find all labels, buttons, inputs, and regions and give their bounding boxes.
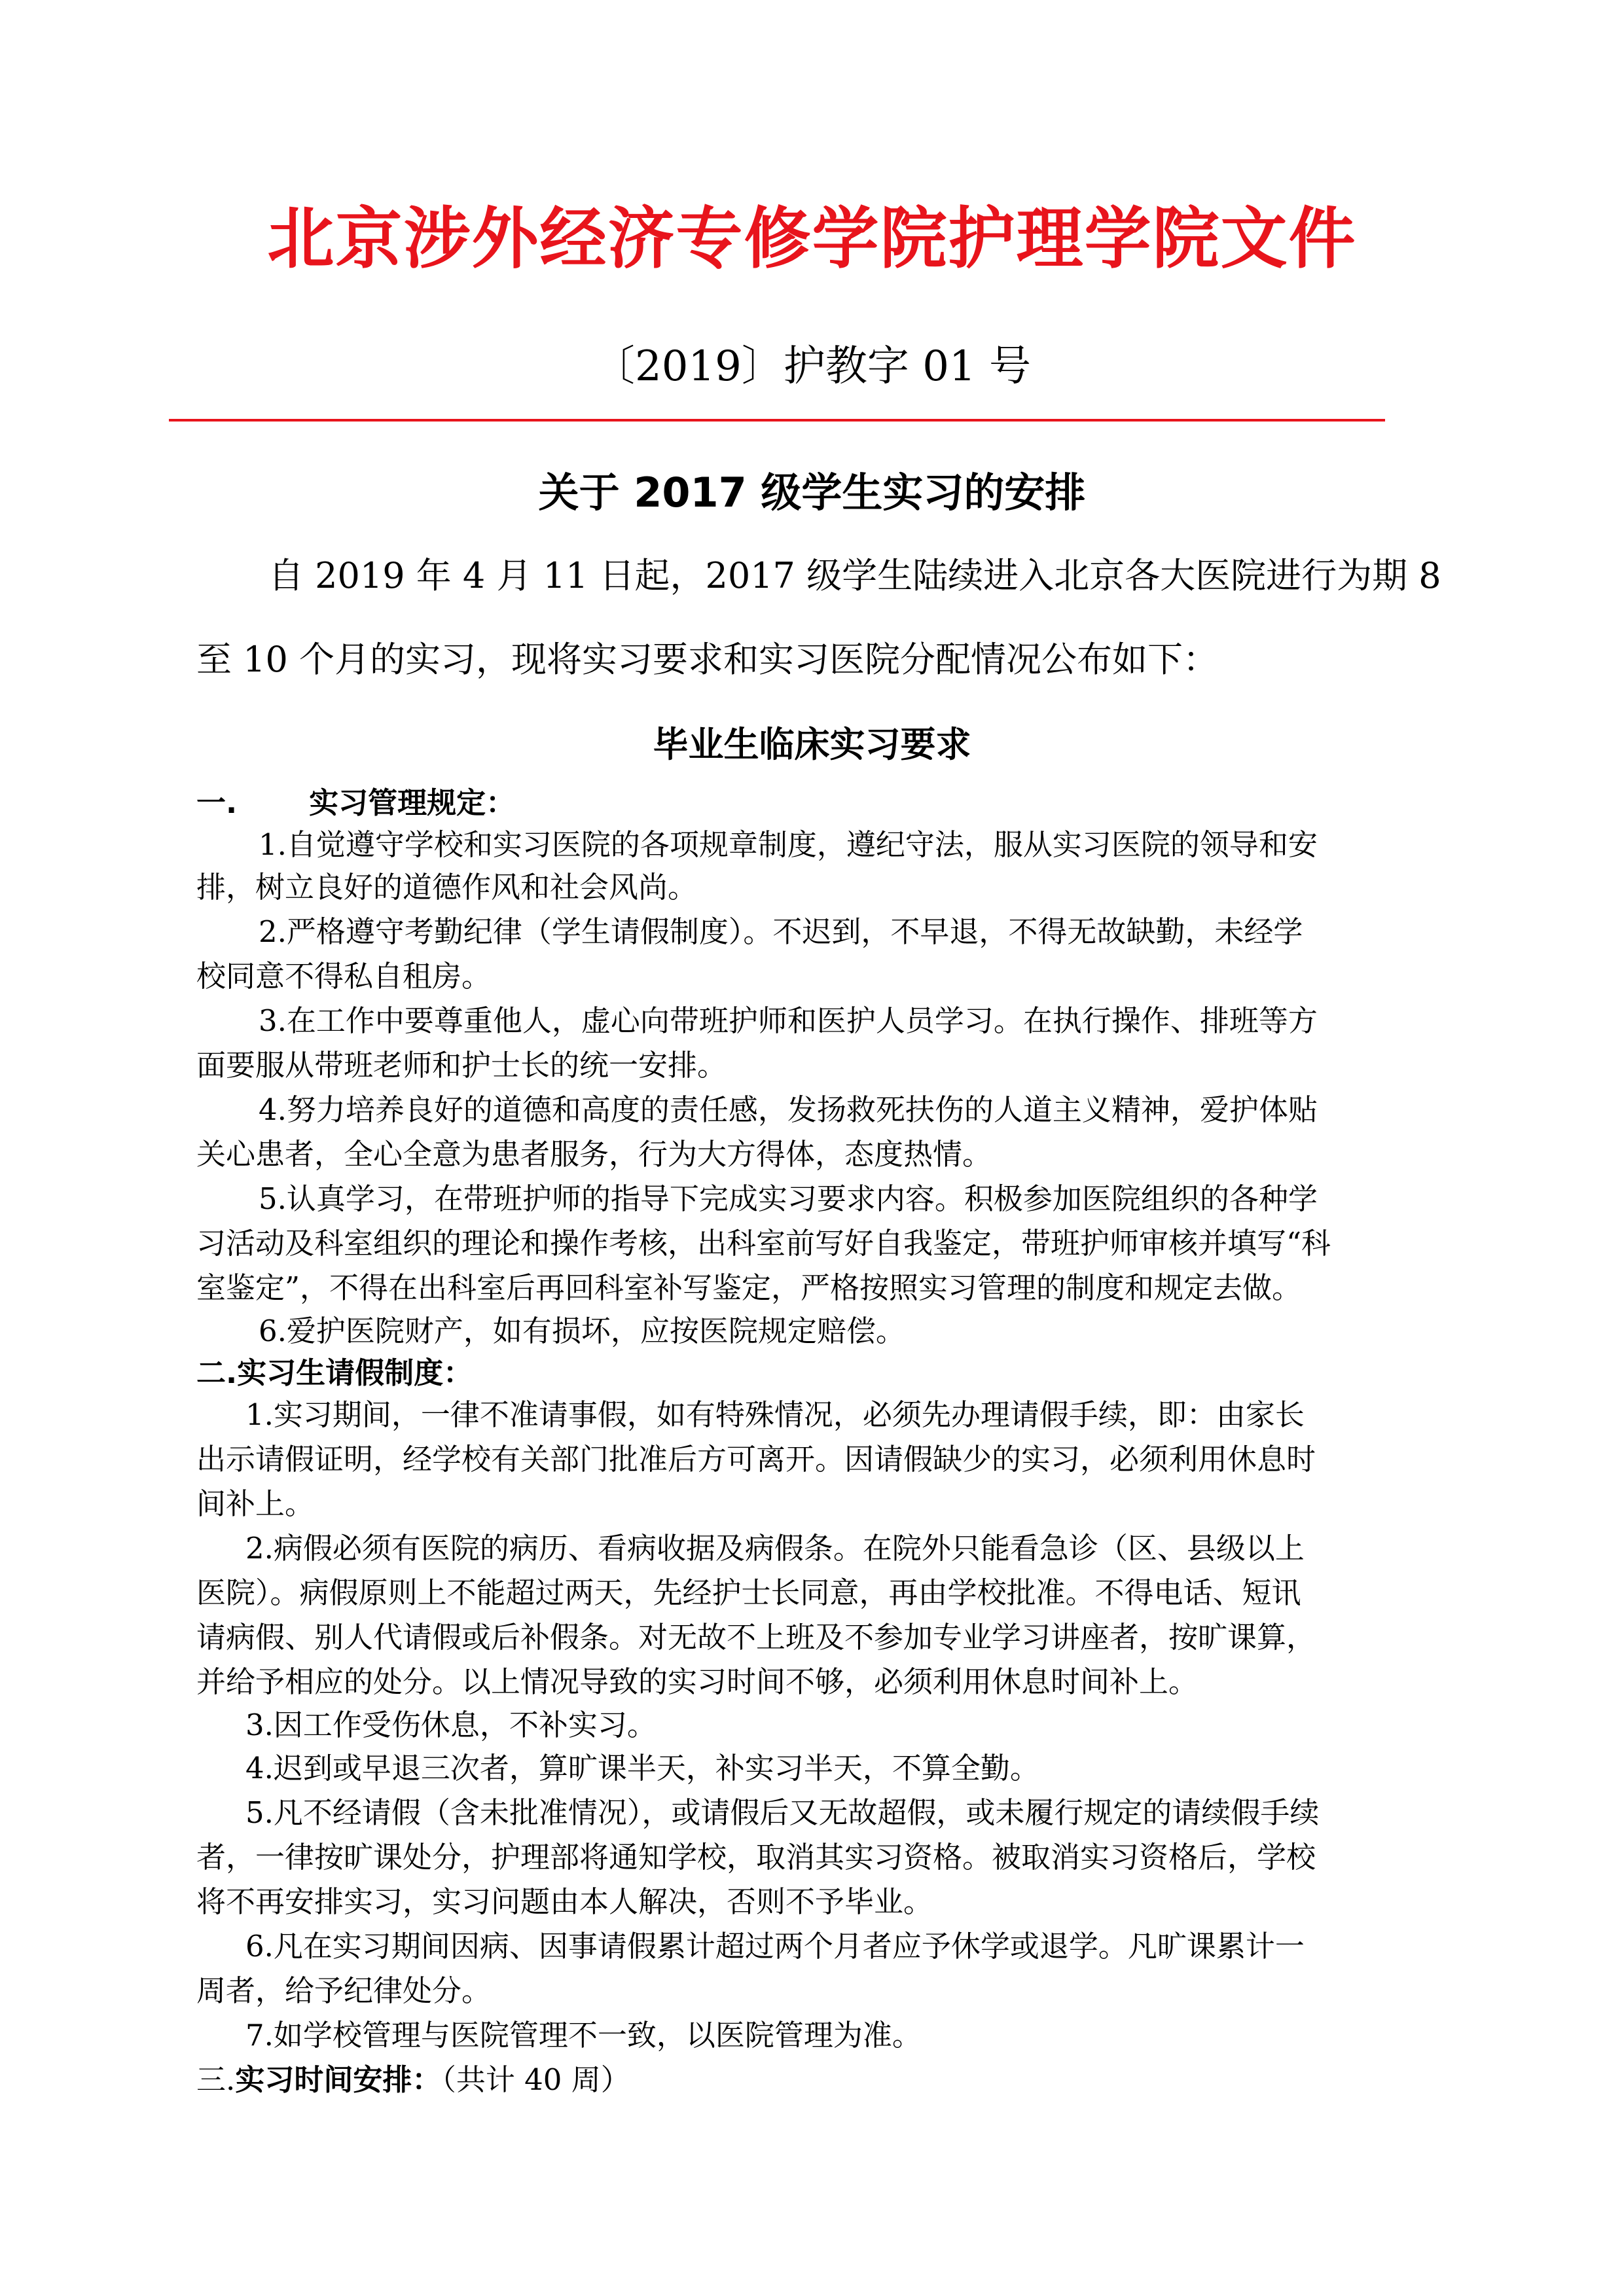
section-3-heading <box>196 2059 630 2101</box>
section-2-title: 实习生请假制度： <box>237 1355 473 1390</box>
section-2-line: 者，一律按旷课处分，护理部将通知学校，取消其实习资格。被取消实习资格后，学校 <box>196 1840 1316 1874</box>
section-2-line: 间补上。 <box>196 1486 315 1521</box>
section-2-line: 2.病假必须有医院的病历、看病收据及病假条。在院外只能看急诊（区、县级以上 <box>245 1531 1305 1566</box>
section-2-line: 7.如学校管理与医院管理不一致，以医院管理为准。 <box>245 2018 922 2053</box>
section-1-line: 关心患者，全心全意为患者服务，行为大方得体，态度热情。 <box>196 1137 992 1172</box>
section-1-title: 实习管理规定： <box>309 785 516 820</box>
section-3-note: （共计 40 周） <box>441 2062 630 2097</box>
section-2-number: 二. <box>196 1355 238 1390</box>
section-2-line: 1.实习期间，一律不准请事假，如有特殊情况，必须先办理请假手续，即：由家长 <box>245 1397 1305 1432</box>
section-1-line: 2.严格遵守考勤纪律（学生请假制度）。不迟到，不早退，不得无故缺勤，未经学 <box>259 914 1303 949</box>
notice-title: 关于 2017 级学生实习的安排 <box>538 469 1086 516</box>
section-1-line: 1.自觉遵守学校和实习医院的各项规章制度，遵纪守法，服从实习医院的领导和安 <box>259 827 1318 862</box>
section-1-line: 4.努力培养良好的道德和高度的责任感，发扬救死扶伤的人道主义精神，爱护体贴 <box>259 1092 1318 1127</box>
section-2-line: 周者，给予纪律处分。 <box>196 1973 492 2008</box>
section-2-line: 6.凡在实习期间因病、因事请假累计超过两个月者应予休学或退学。凡旷课累计一 <box>245 1929 1305 1964</box>
section-2-line: 出示请假证明，经学校有关部门批准后方可离开。因请假缺少的实习，必须利用休息时 <box>196 1442 1316 1477</box>
section-1-line: 3.在工作中要尊重他人，虚心向带班护师和医护人员学习。在执行操作、排班等方 <box>259 1003 1318 1038</box>
requirements-title: 毕业生临床实习要求 <box>653 724 971 765</box>
section-1-line: 室鉴定”，不得在出科室后再回科室补写鉴定，严格按照实习管理的制度和规定去做。 <box>196 1270 1302 1305</box>
intro-line-2: 至 10 个月的实习，现将实习要求和实习医院分配情况公布如下： <box>196 639 1219 680</box>
section-1-line: 5.认真学习，在带班护师的指导下完成实习要求内容。积极参加医院组织的各种学 <box>259 1181 1318 1216</box>
section-2-line: 4.迟到或早退三次者，算旷课半天，补实习半天，不算全勤。 <box>245 1751 1039 1785</box>
section-3-number: 三. <box>196 2062 236 2097</box>
section-2-line: 请病假、别人代请假或后补假条。对无故不上班及不参加专业学习讲座者，按旷课算， <box>196 1620 1316 1655</box>
section-2-line: 5.凡不经请假（含未批准情况），或请假后又无故超假，或未履行规定的请续假手续 <box>245 1795 1320 1830</box>
document-number: 〔2019〕护教字 01 号 <box>593 342 1031 391</box>
section-1-line: 习活动及科室组织的理论和操作考核，出科室前写好自我鉴定，带班护师审核并填写“科 <box>196 1226 1331 1261</box>
section-1-heading <box>196 782 515 824</box>
section-1-line: 校同意不得私自租房。 <box>196 959 492 994</box>
section-1-line: 6.爱护医院财产，如有损坏，应按医院规定赔偿。 <box>259 1314 905 1348</box>
section-2-line: 并给予相应的处分。以上情况导致的实习时间不够，必须利用休息时间补上。 <box>196 1664 1199 1699</box>
section-1-number: 一. <box>196 785 238 820</box>
section-1-line: 排，树立良好的道德作风和社会风尚。 <box>196 870 698 905</box>
section-2-heading <box>196 1352 473 1394</box>
document-header-title: 北京涉外经济专修学院护理学院文件 <box>267 200 1357 278</box>
intro-line-1: 自 2019 年 4 月 11 日起，2017 级学生陆续进入北京各大医院进行为期 8 <box>268 555 1441 596</box>
section-2-line: 将不再安排实习，实习问题由本人解决，否则不予毕业。 <box>196 1884 933 1919</box>
section-2-line: 医院）。病假原则上不能超过两天，先经护士长同意，再由学校批准。不得电话、短讯 <box>196 1575 1301 1610</box>
section-1-line: 面要服从带班老师和护士长的统一安排。 <box>196 1048 727 1083</box>
header-divider <box>169 419 1385 422</box>
section-3-title: 实习时间安排： <box>235 2062 442 2097</box>
section-2-line: 3.因工作受伤休息，不补实习。 <box>245 1708 657 1742</box>
